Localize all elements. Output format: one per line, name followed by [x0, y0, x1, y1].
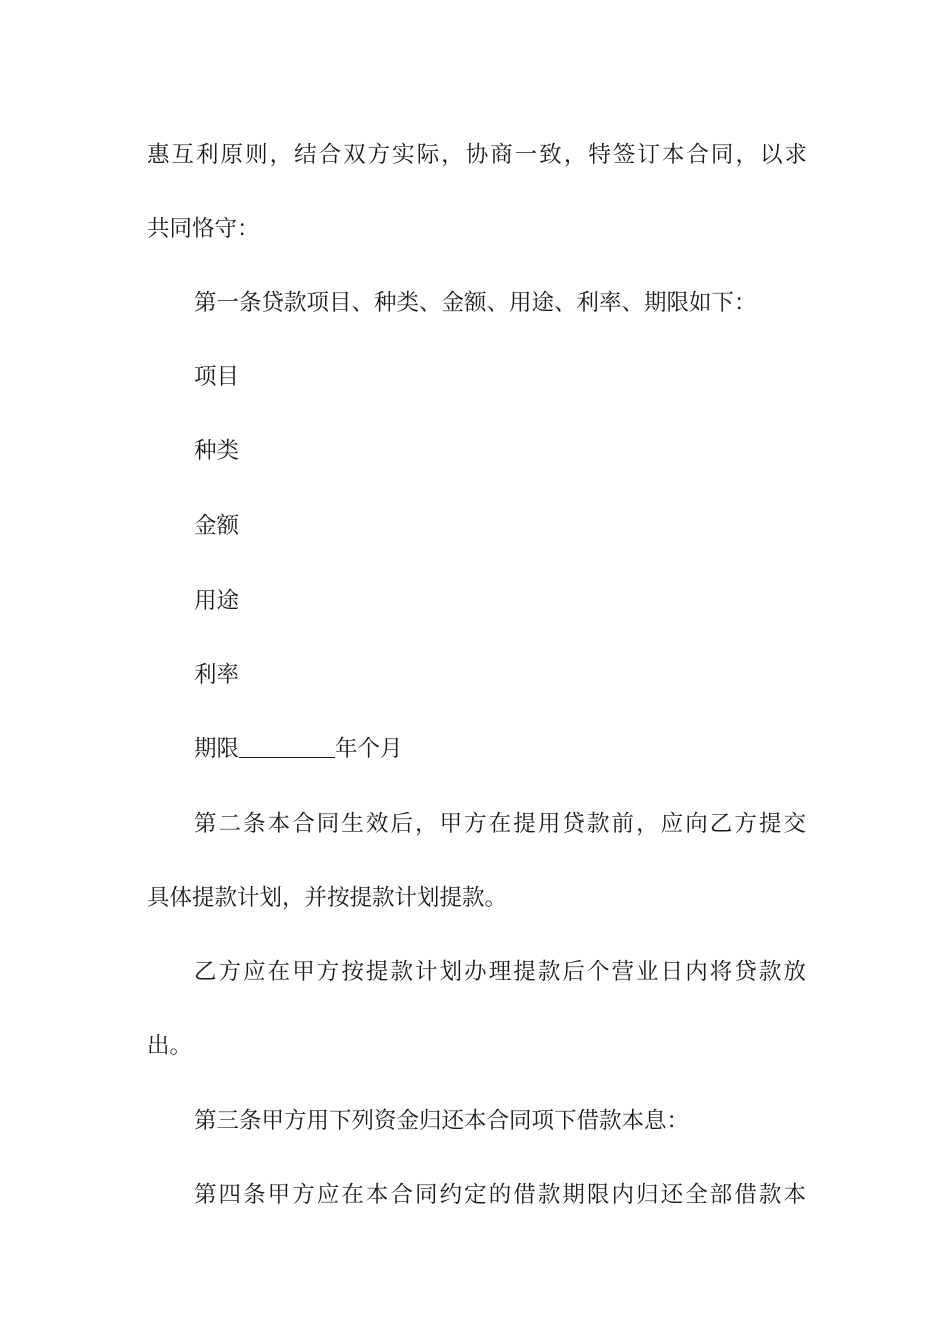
term-label: 期限	[194, 736, 240, 762]
paragraph-line: 共同恪守：	[147, 216, 260, 242]
item-type: 种类	[194, 438, 240, 464]
paragraph-line: 惠互利原则，结合双方实际，协商一致，特签订本合同，以求	[147, 142, 807, 168]
item-project: 项目	[194, 364, 240, 390]
term-unit: 年个月	[335, 736, 403, 762]
paragraph-line: 乙方应在甲方按提款计划办理提款后个营业日内将贷款放	[194, 959, 806, 985]
article-2-line: 第二条本合同生效后，甲方在提用贷款前，应向乙方提交	[194, 811, 806, 837]
article-4-line: 第四条甲方应在本合同约定的借款期限内归还全部借款本	[194, 1182, 806, 1208]
item-interest-rate: 利率	[194, 662, 240, 688]
article-3-line: 第三条甲方用下列资金归还本合同项下借款本息：	[194, 1108, 690, 1134]
item-amount: 金额	[194, 513, 240, 539]
term-blank	[239, 735, 335, 758]
article-1-heading: 第一条贷款项目、种类、金额、用途、利率、期限如下：	[194, 290, 757, 316]
item-purpose: 用途	[194, 588, 240, 614]
article-2-line: 具体提款计划，并按提款计划提款。	[147, 885, 508, 911]
paragraph-line: 出。	[147, 1033, 193, 1059]
item-term	[194, 734, 806, 764]
